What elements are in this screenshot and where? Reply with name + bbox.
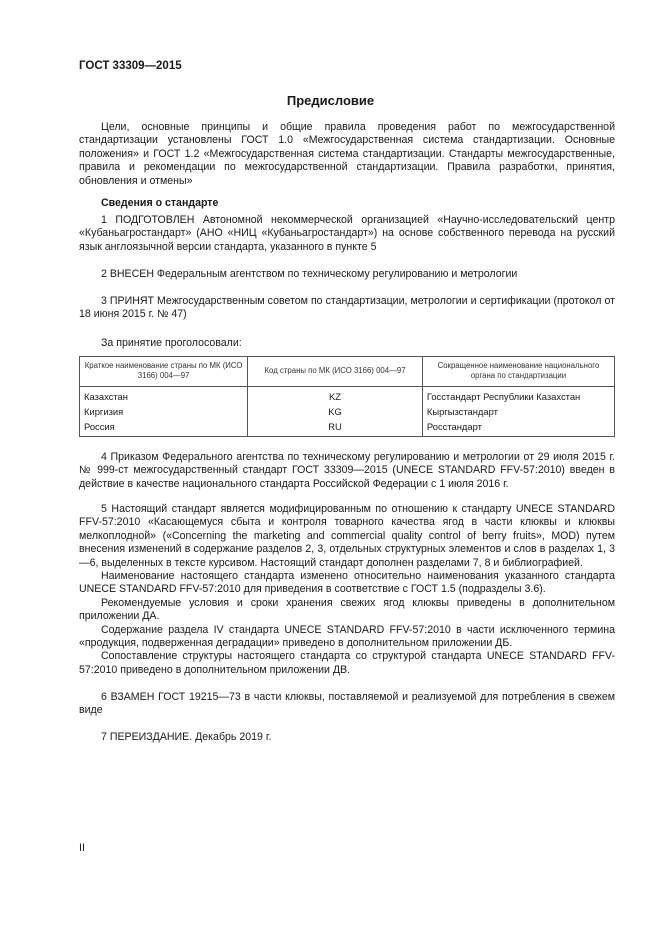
item-7 (79, 731, 615, 744)
item-6 (79, 691, 615, 718)
intro-paragraph (79, 121, 615, 188)
table-row (80, 419, 615, 437)
item-5 (79, 503, 615, 677)
document-id: ГОСТ 33309—2015 (79, 60, 182, 72)
item-1 (79, 214, 615, 254)
national-body: Кыргызстандарт (422, 404, 614, 419)
vote-label: За принятие проголосовали: (101, 337, 242, 349)
item-3 (79, 295, 615, 322)
national-body: Росстандарт (422, 419, 614, 437)
item-5-structure-text: Сопоставление структуры настоящего стандарта со структурой стандарта UNECE STANDARD FFV-57:2010 приведено в дополнительном приложении ДВ. (79, 650, 615, 676)
section-title: Сведения о стандарте (101, 197, 219, 209)
item-7-text: 7 ПЕРЕИЗДАНИЕ. Декабрь 2019 г. (101, 731, 272, 743)
item-2-text: 2 ВНЕСЕН Федеральным агентством по техническому регулированию и метрологии (101, 268, 518, 280)
country-code: KZ (248, 387, 423, 405)
vote-table (79, 356, 615, 437)
page-title: Предисловие (286, 93, 375, 108)
country-name: Россия (80, 419, 248, 437)
header-country-name: Краткое наименование страны по МК (ИСО 3166) 004—97 (80, 357, 248, 387)
national-body: Госстандарт Республики Казахстан (422, 387, 614, 405)
item-3-text: 3 ПРИНЯТ Межгосударственным советом по стандартизации, метрологии и сертификации (протокол от 18 июня 2015 г. № 47) (79, 295, 615, 321)
country-code: RU (248, 419, 423, 437)
item-5-section-iv-text: Содержание раздела IV стандарта UNECE STANDARD FFV-57:2010 в части исключенного термина «продукция, подверженная деградации» приведено в дополнительном приложении ДБ. (79, 623, 615, 650)
vote-table-header (80, 357, 615, 387)
item-5-naming-text: Наименование настоящего стандарта изменено относительно наименования указанного стандарта UNECE STANDARD FFV-57:2010 для приведения в соответствие с ГОСТ 1.5 (подразделы 3.6). (79, 570, 615, 596)
item-4-text: 4 Приказом Федерального агентства по техническому регулированию и метрологии от 29 июля 2015 г. № 999-ст межгосударственный стандарт ГОСТ 33309—2015 (UNECE STANDARD FFV-57:2010) введен в действие в качестве национального стандарта Российской Федерации с 1 июля 2016 г. (79, 451, 615, 490)
item-6-text: 6 ВЗАМЕН ГОСТ 19215—73 в части клюквы, поставляемой и реализуемой для потребления в свежем виде (79, 691, 615, 717)
country-name: Киргизия (80, 404, 248, 419)
item-1-text: 1 ПОДГОТОВЛЕН Автономной некоммерческой организацией «Научно-исследовательский центр «Кубаньагростандарт» (АНО «НИЦ «Кубаньагростандарт») на основе собственного перевода на русский язык англоязычной версии стандарта, указанного в пункте 5 (79, 214, 615, 253)
intro-text: Цели, основные принципы и общие правила проведения работ по межгосударственной стандартизации установлены ГОСТ 1.0 «Межгосударственная система стандартизации. Основные положения» и ГОСТ 1.2 «Межгосударственная система стандартизации. Стандарты межгосударственные, правила и рекомендации по межгосударственной стандартизации. Правила разработки, принятия, обновления и отмены» (79, 121, 615, 187)
item-5-storage-text: Рекомендуемые условия и сроки хранения свежих ягод клюквы приведены в дополнительном приложении ДА. (79, 596, 615, 623)
table-row (80, 404, 615, 419)
header-national-body: Сокращенное наименование национального органа по стандартизации (422, 357, 614, 387)
item-5-text: 5 Настоящий стандарт является модифицированным по отношению к стандарту UNECE STANDARD FFV-57:2010 «Касающемуся сбыта и контроля товарного качества ягод в части клюквы и клюквы мелкоплодной» («Concerning the marketing and commercial quality control of berry fruits», MOD) путем внесения изменений в содержание разделов 2, 3, отдельных структурных элементов и слов в разделах 1, 3—6, выделенных в тексте курсивом. Настоящий стандарт дополнен разделами 7, 8 и библиографией. (79, 503, 615, 569)
country-code: KG (248, 404, 423, 419)
table-row (80, 387, 615, 405)
header-country-code: Код страны по МК (ИСО 3166) 004—97 (248, 357, 423, 387)
item-4 (79, 451, 615, 491)
country-name: Казахстан (80, 387, 248, 405)
page-number: II (79, 842, 85, 854)
item-2 (79, 268, 615, 281)
